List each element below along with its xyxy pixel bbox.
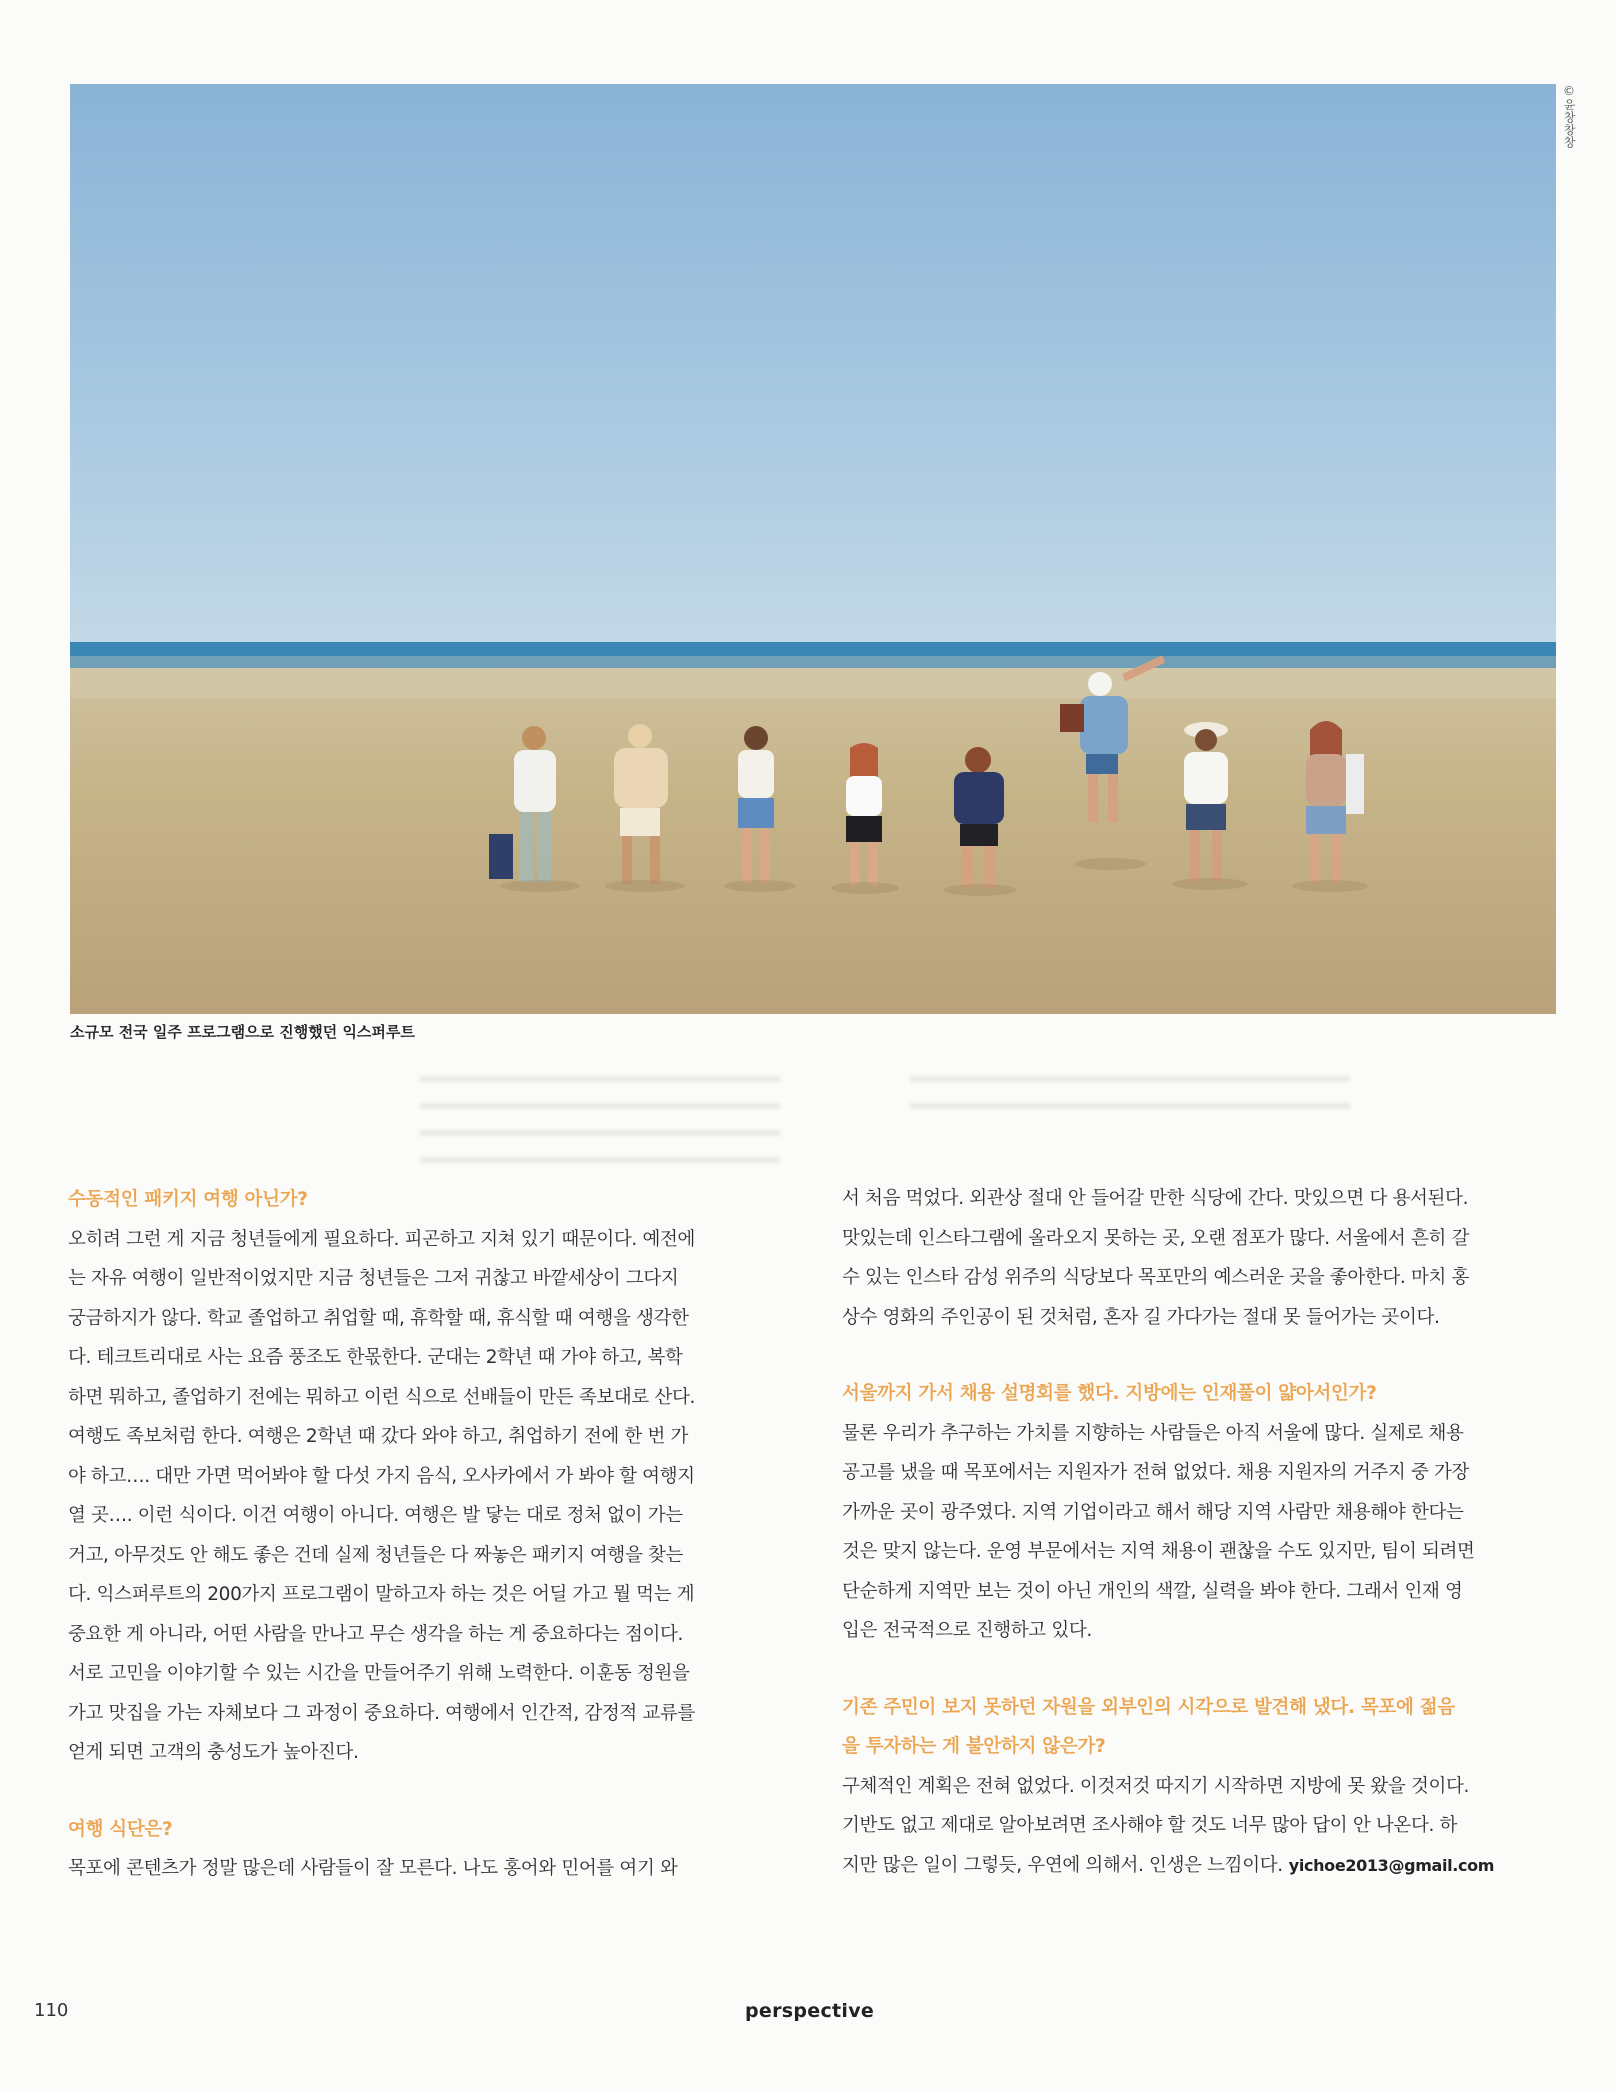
text-line: 수 있는 인스타 감성 위주의 식당보다 목포만의 예스러운 곳을 좋아한다. 마치 홍	[842, 1267, 1470, 1288]
text-line-final	[842, 1846, 1554, 1886]
answer-paragraph	[68, 1220, 780, 1773]
magazine-name: perspective	[745, 2000, 875, 2022]
text-line: 야 하고…. 대만 가면 먹어봐야 할 다섯 가지 음식, 오사카에서 가 봐야 할 여행지	[68, 1465, 695, 1487]
answer-paragraph	[842, 1767, 1554, 1886]
text-line: 궁금하지가 않다. 학교 졸업하고 취업할 때, 휴학할 때, 휴식할 때 여행을 생각한	[68, 1307, 689, 1329]
text-line: 상수 영화의 주인공이 된 것처럼, 혼자 길 가다가는 절대 못 들어가는 곳이다.	[842, 1306, 1440, 1328]
beach-scene-illustration	[70, 84, 1556, 1014]
text-line: 맛있는데 인스타그램에 올라오지 못하는 곳, 오랜 점포가 많다. 서울에서 흔히 갈	[842, 1227, 1470, 1249]
question-heading: 수동적인 패키지 여행 아닌가?	[68, 1189, 308, 1210]
text-line: 여행도 족보처럼 한다. 여행은 2학년 때 갔다 와야 하고, 취업하기 전에 한 번 가	[68, 1426, 689, 1447]
text-line: 가고 맛집을 가는 자체보다 그 과정이 중요하다. 여행에서 인간적, 감정적 교류를	[68, 1702, 696, 1724]
text-line: 입은 전국적으로 진행하고 있다.	[842, 1620, 1092, 1641]
text-line: 서로 고민을 이야기할 수 있는 시간을 만들어주기 위해 노력한다. 이훈동 정원을	[68, 1663, 690, 1684]
text-line: 열 곳…. 이런 식이다. 이건 여행이 아니다. 여행은 발 닿는 대로 정처 없이 가는	[68, 1505, 683, 1526]
question-heading-line: 을 투자하는 게 불안하지 않은가?	[842, 1736, 1106, 1757]
text-line: 지만 많은 일이 그렇듯, 우연에 의해서. 인생은 느낌이다.	[842, 1854, 1283, 1876]
question-heading: 서울까지 가서 채용 설명회를 했다. 지방에는 인재풀이 얇아서인가?	[842, 1383, 1377, 1404]
paragraph-gap	[68, 1773, 780, 1810]
photo-credit: ©윤창창창	[1562, 84, 1576, 149]
text-line: 물론 우리가 추구하는 가치를 지향하는 사람들은 아직 서울에 많다. 실제로 채용	[842, 1422, 1464, 1444]
page-number: 110	[34, 2000, 69, 2021]
text-line: 다. 익스퍼루트의 200가지 프로그램이 말하고자 하는 것은 어딜 가고 뭘 먹는 게	[68, 1584, 695, 1605]
text-line: 는 자유 여행이 일반적이었지만 지금 청년들은 그저 귀찮고 바깥세상이 그다지	[68, 1268, 679, 1289]
text-line: 공고를 냈을 때 목포에서는 지원자가 전혀 없었다. 채용 지원자의 거주지 중 가장	[842, 1462, 1470, 1483]
text-line: 얻게 되면 고객의 충성도가 높아진다.	[68, 1742, 359, 1763]
paragraph-gap	[842, 1337, 1554, 1374]
text-line: 하면 뭐하고, 졸업하기 전에는 뭐하고 이런 식으로 선배들이 만든 족보대로 산다.	[68, 1386, 696, 1408]
left-column	[68, 1180, 780, 1889]
question-heading: 여행 식단은?	[68, 1818, 173, 1840]
text-line: 서 처음 먹었다. 외관상 절대 안 들어갈 만한 식당에 간다. 맛있으면 다 용서된다.	[842, 1188, 1469, 1209]
right-column	[842, 1179, 1554, 1885]
author-email: yichoe2013@gmail.com	[1288, 1855, 1495, 1875]
text-line: 구체적인 계획은 전혀 없었다. 이것저것 따지기 시작하면 지방에 못 왔을 것이다.	[842, 1775, 1470, 1797]
text-line: 것은 맞지 않는다. 운영 부문에서는 지역 채용이 괜찮을 수도 있지만, 팀이 되려면	[842, 1541, 1475, 1562]
question-heading-line: 기존 주민이 보지 못하던 자원을 외부인의 시각으로 발견해 냈다. 목포에 젊음	[842, 1696, 1455, 1718]
answer-paragraph	[842, 1179, 1554, 1337]
text-line: 기반도 없고 제대로 알아보려면 조사해야 할 것도 너무 많아 답이 안 나온다. 하	[842, 1815, 1458, 1836]
text-line: 단순하게 지역만 보는 것이 아닌 개인의 색깔, 실력을 봐야 한다. 그래서 인재 영	[842, 1580, 1463, 1602]
text-line: 중요한 게 아니라, 어떤 사람을 만나고 무슨 생각을 하는 게 중요하다는 점이다.	[68, 1623, 684, 1645]
bleed-through-texture	[910, 1062, 1350, 1122]
text-line: 거고, 아무것도 안 해도 좋은 건데 실제 청년들은 다 짜놓은 패키지 여행을 찾는	[68, 1544, 684, 1566]
text-line: 가까운 곳이 광주였다. 지역 기업이라고 해서 해당 지역 사람만 채용해야 한다는	[842, 1501, 1464, 1523]
text-line: 오히려 그런 게 지금 청년들에게 필요하다. 피곤하고 지쳐 있기 때문이다. 예전에	[68, 1228, 696, 1250]
answer-paragraph	[842, 1414, 1554, 1651]
text-line: 다. 테크트리대로 사는 요즘 풍조도 한몫한다. 군대는 2학년 때 가야 하고, 복학	[68, 1347, 683, 1368]
photo-caption: 소규모 전국 일주 프로그램으로 진행했던 익스퍼루트	[70, 1023, 415, 1041]
bleed-through-texture	[420, 1062, 780, 1182]
beach-photo	[70, 84, 1556, 1014]
text-line: 목포에 콘텐츠가 정말 많은데 사람들이 잘 모른다. 나도 홍어와 민어를 여기 와	[68, 1858, 678, 1879]
paragraph-gap	[842, 1651, 1554, 1688]
